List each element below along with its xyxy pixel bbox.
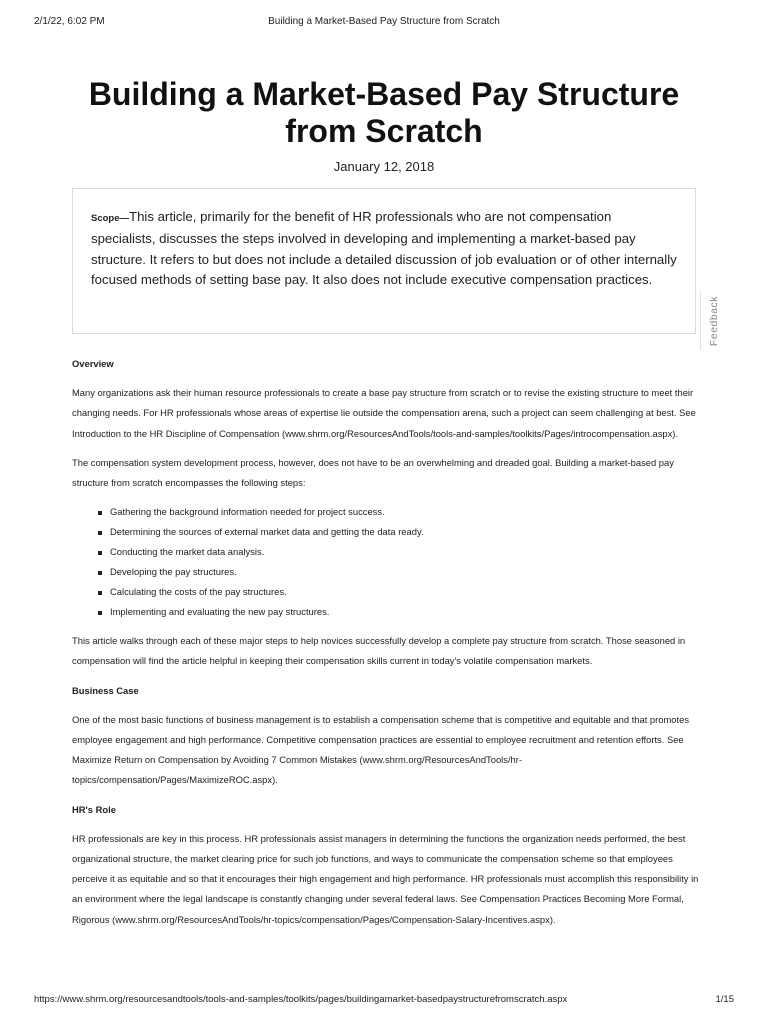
section-heading-hr-role: HR's Role <box>72 803 116 815</box>
overview-paragraph-1: Many organizations ask their human resource professionals to create a base pay structure from scratch or to revise the existing structure to meet their changing needs. For HR professionals whose areas of expertise lie outside the compensation arena, such a project can seem challenging at best. See Introduction to the HR Discipline of Compensation (www.shrm.org/ResourcesAndTools/tools-and-samples/toolkits/Pages/introcompensation.aspx). <box>72 387 696 439</box>
scope-box <box>72 188 696 334</box>
article-title-line-1: Building a Market-Based Pay Structure <box>88 76 680 112</box>
list-item: Determining the sources of external market data and getting the data ready. <box>110 522 700 542</box>
article-date: January 12, 2018 <box>333 159 435 174</box>
page-number: 1/15 <box>715 994 734 1005</box>
article-title <box>40 76 728 150</box>
overview-paragraph-2: The compensation system development process, however, does not have to be an overwhelming and dreaded goal. Building a market-based pay structure from scratch encompasses the following steps: <box>72 456 674 489</box>
article-title-line-2: from Scratch <box>285 113 483 149</box>
article-body <box>72 354 700 939</box>
feedback-label: Feedback <box>708 295 720 347</box>
scope-dash: — <box>119 213 130 224</box>
section-heading-business-case: Business Case <box>72 684 139 696</box>
list-item: Calculating the costs of the pay structures. <box>110 582 700 602</box>
print-document-title: Building a Market-Based Pay Structure from Scratch <box>268 16 500 27</box>
scope-text: This article, primarily for the benefit of HR professionals who are not compensation specialists, discusses the steps involved in developing and implementing a market-based pay structure. It refers to but does not include a detailed discussion of job evaluation or of other internally focused methods of setting base pay. It also does not include executive compensation practices. <box>91 209 677 287</box>
hr-role-paragraph: HR professionals are key in this process. HR professionals assist managers in determining the functions the organization needs performed, the best organizational structure, the market clearing price for such job functions, and ways to communicate the compensation scheme so that employees perceive it as equitable and so that it encourages their high engagement and high performance. HR professionals must accomplish this responsibility in an environment where the legal landscape is constantly changing under several federal laws. See Compensation Practices Becoming More Formal, Rigorous (www.shrm.org/ResourcesAndTools/hr-topics/compensation/Pages/Compensation-Salary-Incentives.aspx). <box>72 832 699 925</box>
scope-label: Scope <box>91 213 120 224</box>
steps-list <box>72 502 700 622</box>
print-datetime: 2/1/22, 6:02 PM <box>34 16 105 27</box>
list-item: Developing the pay structures. <box>110 562 700 582</box>
list-item: Implementing and evaluating the new pay structures. <box>110 602 700 622</box>
list-item: Conducting the market data analysis. <box>110 542 700 562</box>
overview-paragraph-3: This article walks through each of these major steps to help novices successfully develop a complete pay structure from scratch. Those seasoned in compensation will find the article helpful in keeping their compensation skills current in today's volatile compensation markets. <box>72 635 686 667</box>
business-case-paragraph: One of the most basic functions of business management is to establish a compensation scheme that is competitive and equitable and that promotes employee engagement and high performance. Competitive compensation practices are essential to employee recruitment and retention efforts. See Maximize Return on Compensation by Avoiding 7 Common Mistakes (www.shrm.org/ResourcesAndTools/hr-topics/compensation/Pages/MaximizeROC.aspx). <box>72 713 690 786</box>
print-url: https://www.shrm.org/resourcesandtools/tools-and-samples/toolkits/pages/buildingamarket-basedpaystructurefromscratch.aspx <box>34 994 568 1005</box>
list-item: Gathering the background information needed for project success. <box>110 502 700 522</box>
section-heading-overview: Overview <box>72 358 114 369</box>
print-header <box>34 16 734 30</box>
print-footer <box>34 994 734 1008</box>
feedback-tab[interactable] <box>700 292 726 350</box>
